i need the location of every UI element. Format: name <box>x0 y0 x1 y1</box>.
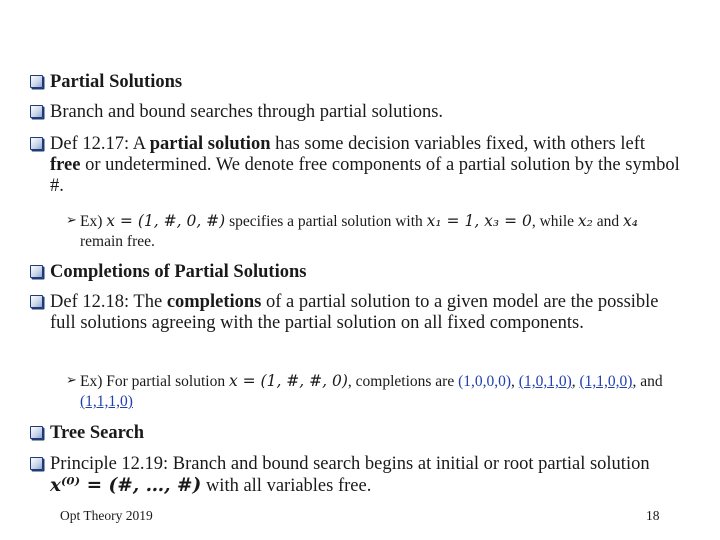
bullet-text: Def 12.17: A partial solution has some decision variables fixed, with others left free or undetermined. We denote free components of a partial solution by the symbol #. <box>50 134 680 196</box>
arrow-bullet-icon: ➢ <box>66 213 77 228</box>
bullet-branch-and-bound <box>30 102 680 123</box>
bullet-text: Def 12.18: The completions of a partial solution to a given model are the possible full solutions agreeing with the partial solution on all fixed components. <box>50 292 659 333</box>
checkbox-bullet-icon <box>30 426 43 439</box>
sub-bullet-example-2 <box>66 371 666 412</box>
heading-completions: Completions of Partial Solutions <box>50 262 307 282</box>
bullet-principle-12-19 <box>30 454 680 497</box>
bullet-tree-search-heading <box>30 423 680 444</box>
checkbox-bullet-icon <box>30 295 43 308</box>
completion-2: (1,0,1,0) <box>518 373 572 390</box>
sub-bullet-text: Ex) x = (1, #, 0, #) specifies a partial solution with x₁ = 1, x₃ = 0, while x₂ and x₄ remain free. <box>80 212 638 250</box>
completion-3: (1,1,0,0) <box>579 373 633 390</box>
bullet-text: Principle 12.19: Branch and bound search begins at initial or root partial solution x⁽⁰⁾ = (#, …, #) with all variables free. <box>50 454 650 496</box>
bullet-text: Branch and bound searches through partial solutions. <box>50 102 444 122</box>
bullet-partial-solutions-heading <box>30 72 680 93</box>
checkbox-bullet-icon <box>30 75 43 88</box>
bullet-def-12-17 <box>30 134 680 197</box>
footer-page-number: 18 <box>646 508 660 523</box>
arrow-bullet-icon: ➢ <box>66 373 77 388</box>
bullet-def-12-18 <box>30 292 680 334</box>
sub-bullet-example-1 <box>66 211 666 252</box>
heading-tree-search: Tree Search <box>50 423 145 443</box>
checkbox-bullet-icon <box>30 137 43 150</box>
sub-bullet-text: Ex) For partial solution x = (1, #, #, 0), completions are (1,0,0,0), (1,0,1,0), (1,1,0,0), and (1,1,1,0) <box>80 372 663 410</box>
heading-partial-solutions: Partial Solutions <box>50 72 183 92</box>
checkbox-bullet-icon <box>30 457 43 470</box>
completion-4: (1,1,1,0) <box>80 393 133 410</box>
completion-1: (1,0,0,0) <box>458 373 512 390</box>
bullet-completions-heading <box>30 262 680 283</box>
checkbox-bullet-icon <box>30 265 43 278</box>
checkbox-bullet-icon <box>30 105 43 118</box>
footer-course-label: Opt Theory 2019 <box>60 508 153 523</box>
